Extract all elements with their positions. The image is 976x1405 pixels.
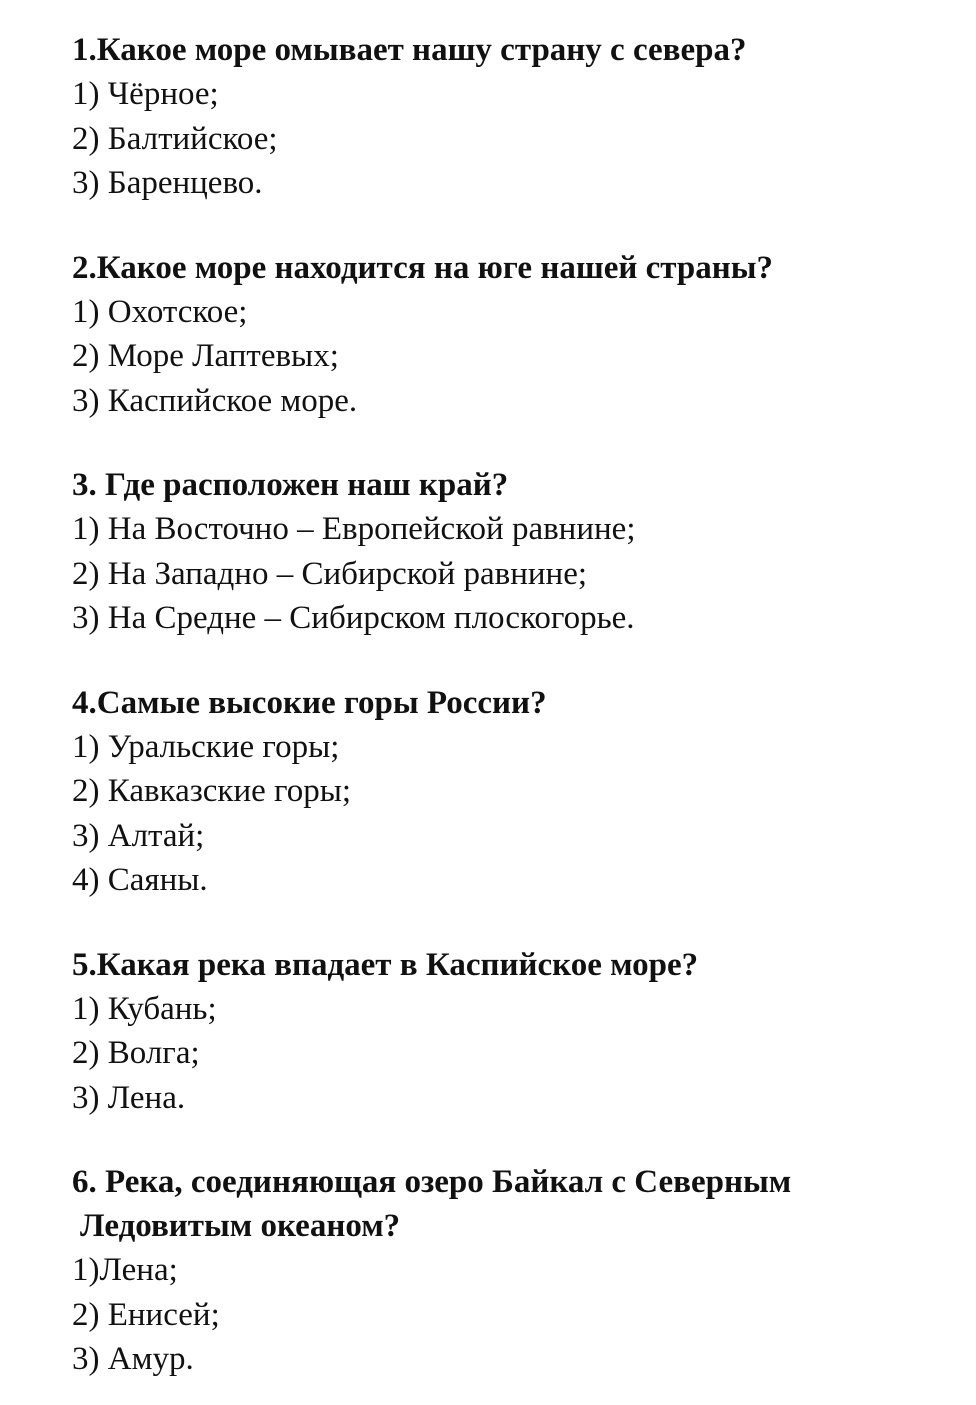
question-6-title-line-2: Ледовитым океаном? <box>80 1208 401 1244</box>
question-2-title: 2.Какое море находится на юге нашей страны? <box>72 249 773 286</box>
question-4 <box>72 681 936 903</box>
question-6-title-line-1: 6. Река, соединяющая озеро Байкал с Северным <box>72 1164 792 1200</box>
question-1-option-2: 2) Балтийское; <box>72 120 278 157</box>
question-1-title: 1.Какое море омывает нашу страну с севера? <box>72 32 747 68</box>
question-4-option-2: 2) Кавказские горы; <box>72 773 352 809</box>
question-4-option-3: 3) Алтай; <box>72 817 205 854</box>
question-2 <box>72 246 936 424</box>
question-1-option-3: 3) Баренцево. <box>72 165 263 201</box>
question-5-title: 5.Какая река впадает в Каспийское море? <box>72 946 699 983</box>
question-2-option-2: 2) Море Лаптевых; <box>72 338 339 374</box>
question-5-option-2: 2) Волга; <box>72 1035 200 1071</box>
question-3 <box>72 463 936 641</box>
question-4-options <box>72 725 936 903</box>
question-3-title: 3. Где расположен наш край? <box>72 467 509 503</box>
question-3-options <box>72 507 936 641</box>
question-2-options <box>72 290 936 424</box>
question-6-option-3: 3) Амур. <box>72 1341 194 1377</box>
question-5-option-1: 1) Кубань; <box>72 990 217 1027</box>
question-5-options <box>72 987 936 1121</box>
question-5-option-3: 3) Лена. <box>72 1079 186 1116</box>
question-6-option-1: 1)Лена; <box>72 1252 178 1288</box>
question-1 <box>72 28 936 206</box>
question-4-title: 4.Самые высокие горы России? <box>72 684 547 721</box>
question-6-title <box>72 1160 936 1248</box>
question-6 <box>72 1160 936 1382</box>
question-3-option-3: 3) На Средне – Сибирском плоскогорье. <box>72 600 635 636</box>
question-2-option-1: 1) Охотское; <box>72 293 248 330</box>
question-1-options <box>72 72 936 206</box>
question-2-option-3: 3) Каспийское море. <box>72 382 358 419</box>
question-5 <box>72 943 936 1121</box>
question-1-option-1: 1) Чёрное; <box>72 76 219 112</box>
question-4-option-4: 4) Саяны. <box>72 862 208 898</box>
question-3-option-2: 2) На Западно – Сибирской равнине; <box>72 555 588 592</box>
question-6-option-2: 2) Енисей; <box>72 1296 220 1333</box>
question-4-option-1: 1) Уральские горы; <box>72 728 340 765</box>
question-6-options <box>72 1248 936 1382</box>
question-3-option-1: 1) На Восточно – Европейской равнине; <box>72 511 636 547</box>
